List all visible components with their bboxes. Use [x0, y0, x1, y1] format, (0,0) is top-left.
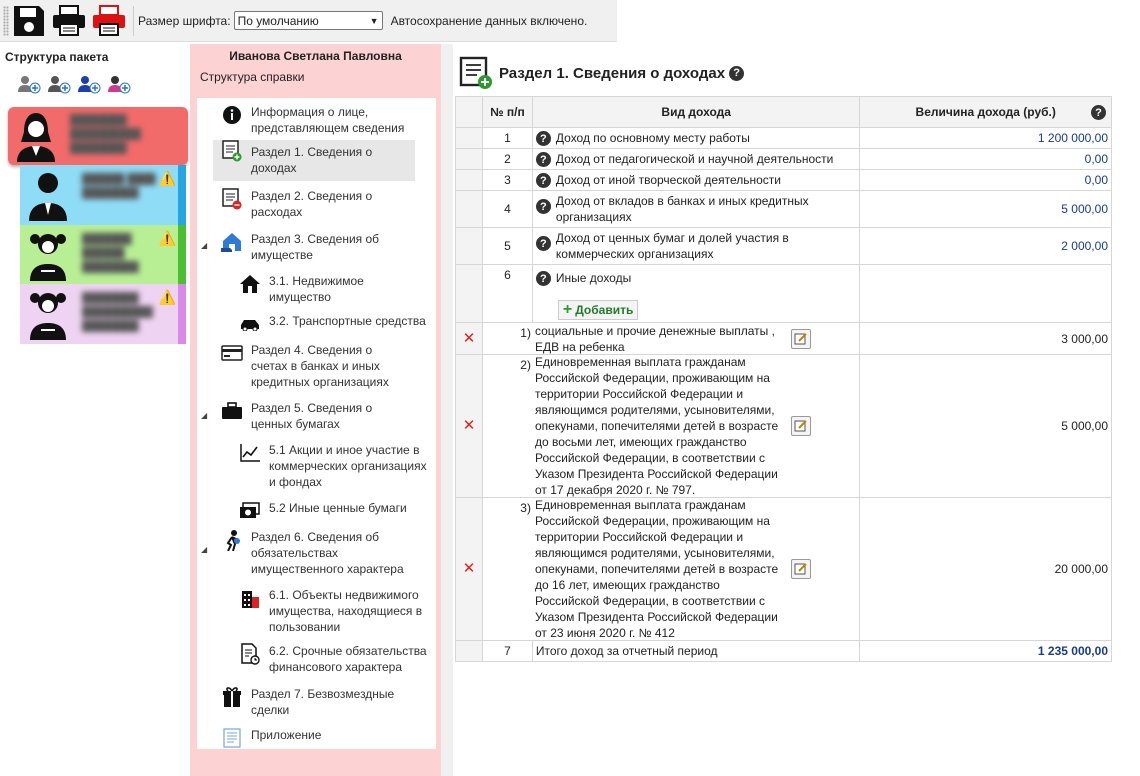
delete-icon[interactable]: ✕ [462, 417, 476, 434]
header-rowselect [456, 97, 483, 128]
table-row[interactable] [456, 170, 1112, 191]
chevron-down-icon: ▼ [369, 15, 379, 26]
securities-icon [239, 500, 261, 522]
income-amount[interactable]: 2 000,00 [860, 228, 1112, 265]
tree-item-section-4[interactable] [221, 342, 411, 390]
tree-item-section-5-1[interactable] [239, 442, 429, 490]
toolbar-separator [133, 6, 134, 36]
tree-item-label: Раздел 2. Сведения о расходах [251, 189, 373, 219]
add-button-label: Добавить [575, 303, 634, 317]
stock-chart-icon [239, 442, 261, 464]
warning-icon: ⚠️ [158, 289, 176, 305]
income-type: Доход от вкладов в банках и иных кредитных организациях [555, 194, 809, 224]
item-text: Единовременная выплата гражданам Российской Федерации, проживающим на территории Российской Федерации и являющимся родителями, усыновителями, опекунами, попечителями детей в возрасте до восьми лет, имеющих гражданство Российской Федерации, в соответствии с Указом Президента Российской Федерации от 17 декабря 2020 г. № 797. [534, 355, 779, 497]
income-table [455, 96, 1112, 662]
income-section-panel [453, 44, 1140, 776]
help-icon[interactable]: ? [536, 271, 551, 286]
girl-avatar-icon [20, 226, 76, 284]
person-card[interactable] [20, 165, 186, 225]
edit-icon[interactable] [791, 329, 811, 349]
woman-avatar-icon [8, 107, 64, 165]
tree-item-label: Раздел 4. Сведения о счетах в банках и иных кредитных организациях [251, 343, 389, 389]
header-amount [860, 97, 1112, 128]
item-text: социальные и прочие денежные выплаты , ЕДВ на ребенка [534, 323, 775, 354]
income-amount[interactable]: 20 000,00 [860, 498, 1112, 641]
plus-icon: + [562, 301, 573, 318]
autosave-status: Автосохранение данных включено. [390, 13, 588, 28]
font-size-select[interactable] [234, 11, 383, 30]
income-type: Доход по основному месту работы [555, 131, 750, 145]
certificate-structure-panel [190, 44, 441, 776]
add-child-icon [77, 74, 101, 94]
font-size-value: По умолчанию [237, 13, 319, 28]
color-bar [178, 284, 186, 344]
section-tree [197, 98, 436, 749]
income-type: Доход от ценных бумаг и долей участия в коммерческих организациях [555, 231, 789, 261]
tree-item-section-3-2[interactable] [239, 313, 433, 335]
header-amount-label: Величина дохода (руб.) [915, 105, 1056, 119]
floppy-disk-icon [12, 4, 46, 38]
document-clock-icon [239, 643, 261, 665]
other-income-item[interactable] [456, 323, 1112, 355]
info-icon [221, 104, 243, 126]
other-income-item[interactable] [456, 355, 1112, 498]
color-bar [178, 225, 186, 285]
table-row[interactable] [456, 228, 1112, 265]
add-person-dark-button[interactable] [47, 74, 71, 94]
table-row-other-income [456, 265, 1112, 323]
edit-icon[interactable] [791, 559, 811, 579]
save-button[interactable] [9, 2, 49, 40]
add-child-pink-button[interactable] [107, 74, 131, 94]
gift-icon [221, 686, 243, 708]
item-index: 1) [520, 326, 531, 340]
other-income-item[interactable] [456, 498, 1112, 641]
tree-item-appendix[interactable] [221, 727, 411, 749]
tree-item-label: Раздел 1. Сведения о доходах [251, 145, 373, 175]
tree-item-label: Раздел 3. Сведения об имуществе [251, 232, 380, 262]
total-row [456, 641, 1112, 662]
help-icon[interactable]: ? [1091, 105, 1106, 120]
tree-item-label: 3.2. Транспортные средства [269, 314, 426, 328]
header-income-type [532, 97, 860, 128]
expense-icon [221, 188, 243, 210]
tree-item-label: Раздел 6. Сведения об обязательствах имущественного характера [251, 530, 404, 576]
tree-item-info[interactable] [221, 104, 421, 136]
row-num: 4 [482, 191, 532, 228]
tree-item-label: Информация о лице, представляющем сведения [251, 105, 405, 135]
tree-item-label: 6.2. Срочные обязательства финансового характера [269, 644, 427, 674]
tree-item-label: Приложение [251, 728, 322, 742]
appendix-icon [221, 727, 243, 749]
expand-toggle-icon[interactable]: ◢ [201, 241, 208, 250]
obligation-icon [221, 529, 243, 551]
person-name-blurred: ██████ ████ ████████ [82, 174, 156, 199]
person-name-blurred: ████████ ██████████ ████████ [70, 115, 141, 154]
table-header-row [456, 97, 1112, 128]
add-person-icon [47, 74, 71, 94]
table-row[interactable] [456, 149, 1112, 170]
tree-item-section-1[interactable] [213, 140, 415, 181]
girl-avatar-icon [20, 285, 76, 343]
delete-icon[interactable]: ✕ [462, 329, 476, 347]
edit-icon[interactable] [791, 416, 811, 436]
total-label: Итого доход за отчетный период [532, 641, 860, 662]
package-tools [0, 66, 186, 104]
tree-item-section-6-2[interactable] [239, 643, 429, 675]
printer-icon [52, 5, 86, 37]
tree-item-label: Раздел 5. Сведения о ценных бумагах [251, 401, 373, 431]
tree-item-label: 5.2 Иные ценные бумаги [269, 501, 407, 515]
expand-toggle-icon[interactable]: ◢ [201, 545, 208, 554]
income-amount[interactable]: 0,00 [860, 149, 1112, 170]
print-red-button[interactable] [89, 2, 129, 40]
tree-item-section-5[interactable] [221, 400, 411, 432]
printer-red-icon [92, 5, 126, 37]
add-child-icon [107, 74, 131, 94]
help-icon[interactable]: ? [536, 131, 551, 146]
income-amount[interactable]: 5 000,00 [860, 191, 1112, 228]
row-num: 3 [482, 170, 532, 191]
person-name-blurred: ████████ ██████████ ████████ [82, 293, 153, 332]
item-index: 3) [520, 501, 531, 515]
income-amount[interactable]: 0,00 [860, 170, 1112, 191]
person-card-selected[interactable] [8, 107, 188, 165]
income-type: Доход от педагогической и научной деятельности [555, 152, 834, 166]
income-type: Иные доходы [555, 271, 632, 285]
delete-icon[interactable]: ✕ [462, 560, 476, 577]
package-structure-title: Структура пакета [5, 50, 109, 64]
package-structure-panel [0, 44, 186, 776]
certificate-structure-title: Структура справки [200, 70, 305, 84]
tree-item-label: 6.1. Объекты недвижимого имущества, находящиеся в пользовании [269, 588, 423, 634]
bank-card-icon [221, 342, 243, 364]
item-index: 2) [520, 358, 531, 372]
car-icon [239, 313, 261, 335]
person-card[interactable] [20, 225, 186, 285]
tree-item-section-2[interactable] [221, 188, 421, 220]
owner-name: Иванова Светлана Павловна [229, 49, 402, 63]
font-size-label: Размер шрифта: [138, 13, 231, 28]
property-icon [221, 231, 243, 253]
tree-item-section-3[interactable] [221, 231, 421, 263]
tree-item-label: 3.1. Недвижимое имущество [269, 274, 364, 304]
panel-splitter[interactable] [441, 44, 453, 776]
warning-icon: ⚠️ [158, 230, 176, 246]
help-icon[interactable]: ? [729, 66, 744, 81]
toolbar [0, 0, 617, 42]
tree-item-label: Раздел 7. Безвозмездные сделки [251, 687, 395, 717]
section-title: Раздел 1. Сведения о доходах [499, 64, 726, 82]
income-section-icon [459, 56, 493, 90]
help-icon[interactable]: ? [536, 236, 551, 251]
house-icon [239, 273, 261, 295]
table-row[interactable] [456, 128, 1112, 149]
briefcase-icon [221, 400, 243, 422]
help-icon[interactable]: ? [536, 173, 551, 188]
income-amount[interactable]: 1 200 000,00 [860, 128, 1112, 149]
expand-toggle-icon[interactable]: ◢ [201, 411, 208, 420]
row-num: 5 [482, 228, 532, 265]
building-icon [239, 587, 261, 609]
tree-item-section-5-2[interactable] [239, 500, 429, 522]
row-num: 6 [482, 265, 532, 323]
table-row[interactable] [456, 191, 1112, 228]
person-card[interactable] [20, 284, 186, 344]
tree-item-section-3-1[interactable] [239, 273, 429, 305]
color-bar [178, 165, 186, 225]
warning-icon: ⚠️ [158, 170, 176, 186]
income-amount[interactable]: 3 000,00 [860, 323, 1112, 355]
income-icon [221, 140, 243, 162]
tree-item-label: 5.1 Акции и иное участие в коммерческих организациях и фондах [269, 443, 427, 489]
header-income-type-label: Вид дохода [661, 105, 731, 119]
header-num: № п/п [482, 97, 532, 128]
help-icon[interactable]: ? [536, 152, 551, 167]
tree-item-section-6-1[interactable] [239, 587, 429, 635]
income-amount[interactable]: 5 000,00 [860, 355, 1112, 498]
add-person-icon [17, 74, 41, 94]
total-amount: 1 235 000,00 [860, 641, 1112, 662]
print-button[interactable] [49, 2, 89, 40]
help-icon[interactable]: ? [536, 199, 551, 214]
item-text: Единовременная выплата гражданам Российской Федерации, проживающим на территории Российской Федерации и являющимся родителями, усыновителями, опекунами, попечителями детей в возрасте до 16 лет, имеющих гражданство Российской Федерации, в соответствии с Указом Президента Российской Федерации от 23 июня 2020 г. № 412 [534, 498, 779, 640]
add-button[interactable] [558, 300, 638, 320]
person-name-blurred: ███████ ██████ ████████ [82, 234, 139, 273]
row-num: 2 [482, 149, 532, 170]
add-person-gray-button[interactable] [17, 74, 41, 94]
man-avatar-icon [20, 166, 76, 224]
row-num: 7 [482, 641, 532, 662]
tree-item-section-7[interactable] [221, 686, 411, 718]
row-num: 1 [482, 128, 532, 149]
add-child-blue-button[interactable] [77, 74, 101, 94]
income-type: Доход от иной творческой деятельности [555, 173, 781, 187]
tree-item-section-6[interactable] [221, 529, 411, 577]
section-header [459, 56, 744, 90]
